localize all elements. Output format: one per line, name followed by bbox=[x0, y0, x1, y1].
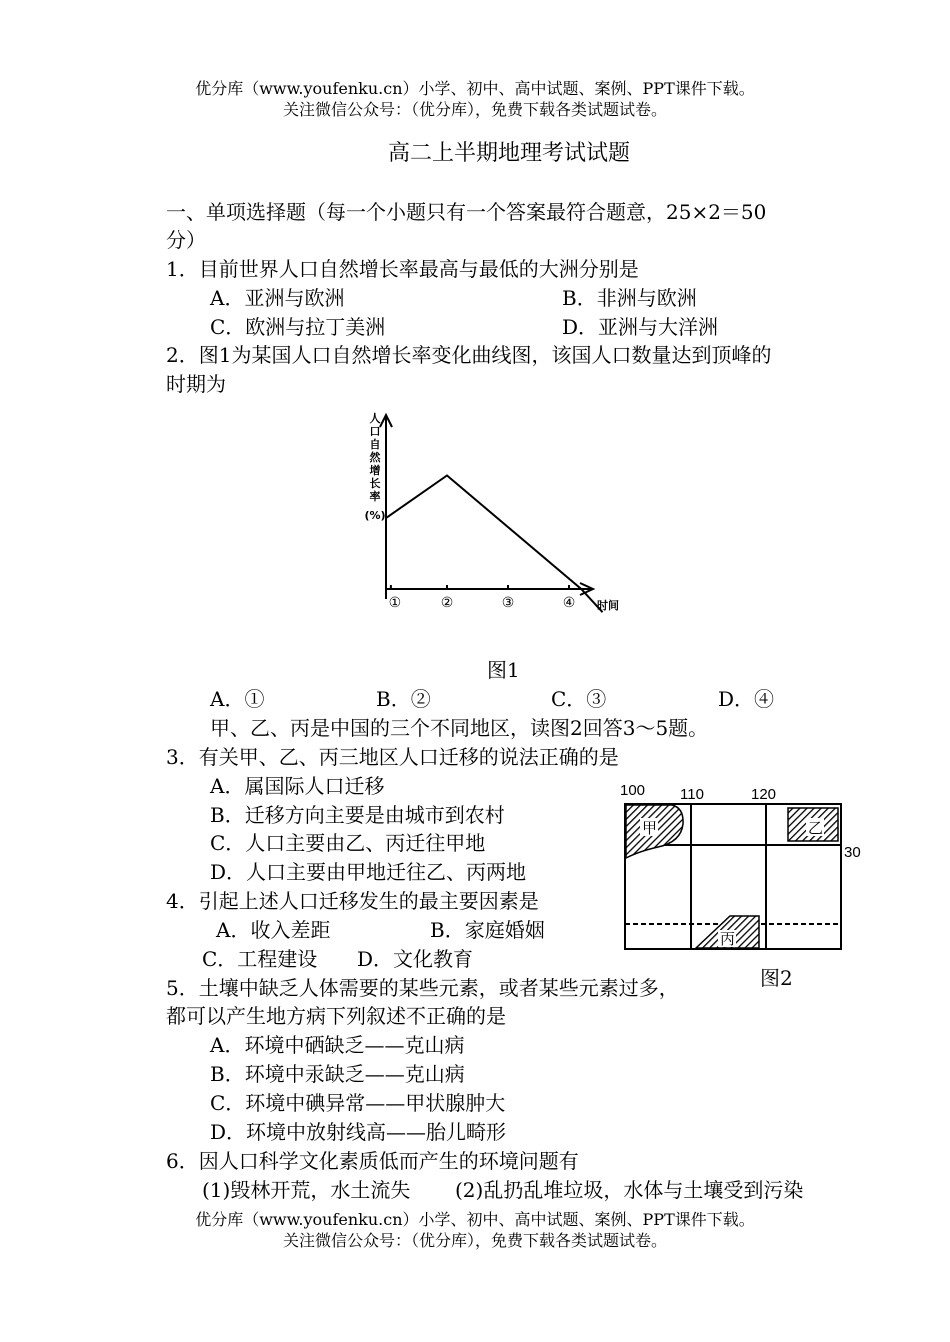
figure-1-growth-chart bbox=[355, 405, 655, 625]
footer-line-1: 优分库（www.youfenku.cn）小学、初中、高中试题、案例、PPT课件下载。 bbox=[195, 1210, 755, 1229]
q5-option-a: A．环境中硒缺乏——克山病 bbox=[210, 1033, 465, 1057]
y-axis-label-char: 然 bbox=[369, 451, 381, 464]
q6-option-2: (2)乱扔乱堆垃圾，水体与土壤受到污染 bbox=[455, 1178, 804, 1202]
q2-stem-line-1: 2．图1为某国人口自然增长率变化曲线图，该国人口数量达到顶峰的 bbox=[166, 343, 772, 367]
q5-stem-line-2: 都可以产生地方病下列叙述不正确的是 bbox=[166, 1004, 506, 1028]
growth-rate-curve bbox=[386, 475, 603, 612]
q2-option-b: B．② bbox=[376, 687, 431, 711]
lon-label-110: 110 bbox=[680, 786, 704, 803]
q2-option-c: C．③ bbox=[551, 687, 607, 711]
y-axis-label-char: 增 bbox=[369, 464, 381, 477]
x-tick-label: ④ bbox=[562, 595, 576, 611]
q3-option-a: A．属国际人口迁移 bbox=[210, 774, 385, 798]
y-axis-label-char: 长 bbox=[369, 477, 381, 490]
y-axis-label-char: 口 bbox=[369, 425, 381, 438]
page-title: 高二上半期地理考试试题 bbox=[388, 141, 631, 166]
header-line-1: 优分库（www.youfenku.cn）小学、初中、高中试题、案例、PPT课件下载。 bbox=[195, 79, 755, 98]
q1-stem: 1．目前世界人口自然增长率最高与最低的大洲分别是 bbox=[166, 257, 639, 281]
q4-option-a: A．收入差距 bbox=[216, 918, 331, 942]
region-jia-label: 甲 bbox=[642, 820, 658, 837]
q5-option-d: D．环境中放射线高——胎儿畸形 bbox=[210, 1120, 507, 1144]
x-tick-label: ③ bbox=[501, 595, 515, 611]
q4-option-d: D．文化教育 bbox=[357, 947, 474, 971]
q6-option-1: (1)毁林开荒，水土流失 bbox=[202, 1178, 411, 1202]
q1-option-c: C．欧洲与拉丁美洲 bbox=[210, 315, 386, 339]
lat-label-30: 30 bbox=[844, 844, 861, 861]
figure-2-caption: 图2 bbox=[760, 966, 793, 990]
y-axis-unit: (%) bbox=[364, 509, 386, 522]
q4-stem: 4．引起上述人口迁移发生的最主要因素是 bbox=[166, 889, 539, 913]
q3-option-c: C．人口主要由乙、丙迁往甲地 bbox=[210, 831, 486, 855]
q1-option-b: B．非洲与欧洲 bbox=[562, 286, 697, 310]
q2-option-d: D．④ bbox=[718, 687, 775, 711]
q1-option-d: D．亚洲与大洋洲 bbox=[562, 315, 719, 339]
lon-label-100: 100 bbox=[620, 782, 646, 799]
figure-1-caption: 图1 bbox=[487, 658, 520, 682]
region-bing-label: 丙 bbox=[720, 931, 736, 948]
section-heading-line-1: 一、单项选择题（每一个小题只有一个答案最符合题意，25×2＝50 bbox=[166, 200, 767, 224]
q5-stem-line-1: 5．土壤中缺乏人体需要的某些元素，或者某些元素过多， bbox=[166, 976, 679, 1000]
y-axis-label bbox=[364, 412, 385, 522]
figure-2-map bbox=[610, 778, 870, 953]
x-tick-label: ① bbox=[388, 595, 402, 611]
q5-option-b: B．环境中汞缺乏——克山病 bbox=[210, 1062, 465, 1086]
q1-option-a: A．亚洲与欧洲 bbox=[210, 286, 345, 310]
q2-option-a: A．① bbox=[210, 687, 265, 711]
q3-5-intro: 甲、乙、丙是中国的三个不同地区，读图2回答3～5题。 bbox=[210, 716, 709, 740]
header-line-2: 关注微信公众号：（优分库），免费下载各类试题试卷。 bbox=[282, 100, 667, 119]
y-axis-label-char: 率 bbox=[369, 490, 381, 503]
q5-option-c: C．环境中碘异常——甲状腺肿大 bbox=[210, 1091, 506, 1115]
lon-label-120: 120 bbox=[751, 786, 777, 803]
q4-option-b: B．家庭婚姻 bbox=[430, 918, 545, 942]
q3-option-d: D．人口主要由甲地迁往乙、丙两地 bbox=[210, 860, 527, 884]
section-heading-line-2: 分） bbox=[166, 228, 206, 252]
y-axis-label-char: 人 bbox=[369, 412, 381, 425]
x-axis-label: 时间 bbox=[597, 599, 619, 612]
region-yi-label: 乙 bbox=[808, 820, 824, 837]
q2-stem-line-2: 时期为 bbox=[166, 372, 226, 396]
footer-line-2: 关注微信公众号：（优分库），免费下载各类试题试卷。 bbox=[282, 1231, 667, 1250]
x-tick-label: ② bbox=[440, 595, 454, 611]
y-axis-label-char: 自 bbox=[369, 438, 381, 451]
q6-stem: 6．因人口科学文化素质低而产生的环境问题有 bbox=[166, 1149, 579, 1173]
q3-stem: 3．有关甲、乙、丙三地区人口迁移的说法正确的是 bbox=[166, 745, 619, 769]
q4-option-c: C．工程建设 bbox=[202, 947, 318, 971]
q3-option-b: B．迁移方向主要是由城市到农村 bbox=[210, 803, 505, 827]
